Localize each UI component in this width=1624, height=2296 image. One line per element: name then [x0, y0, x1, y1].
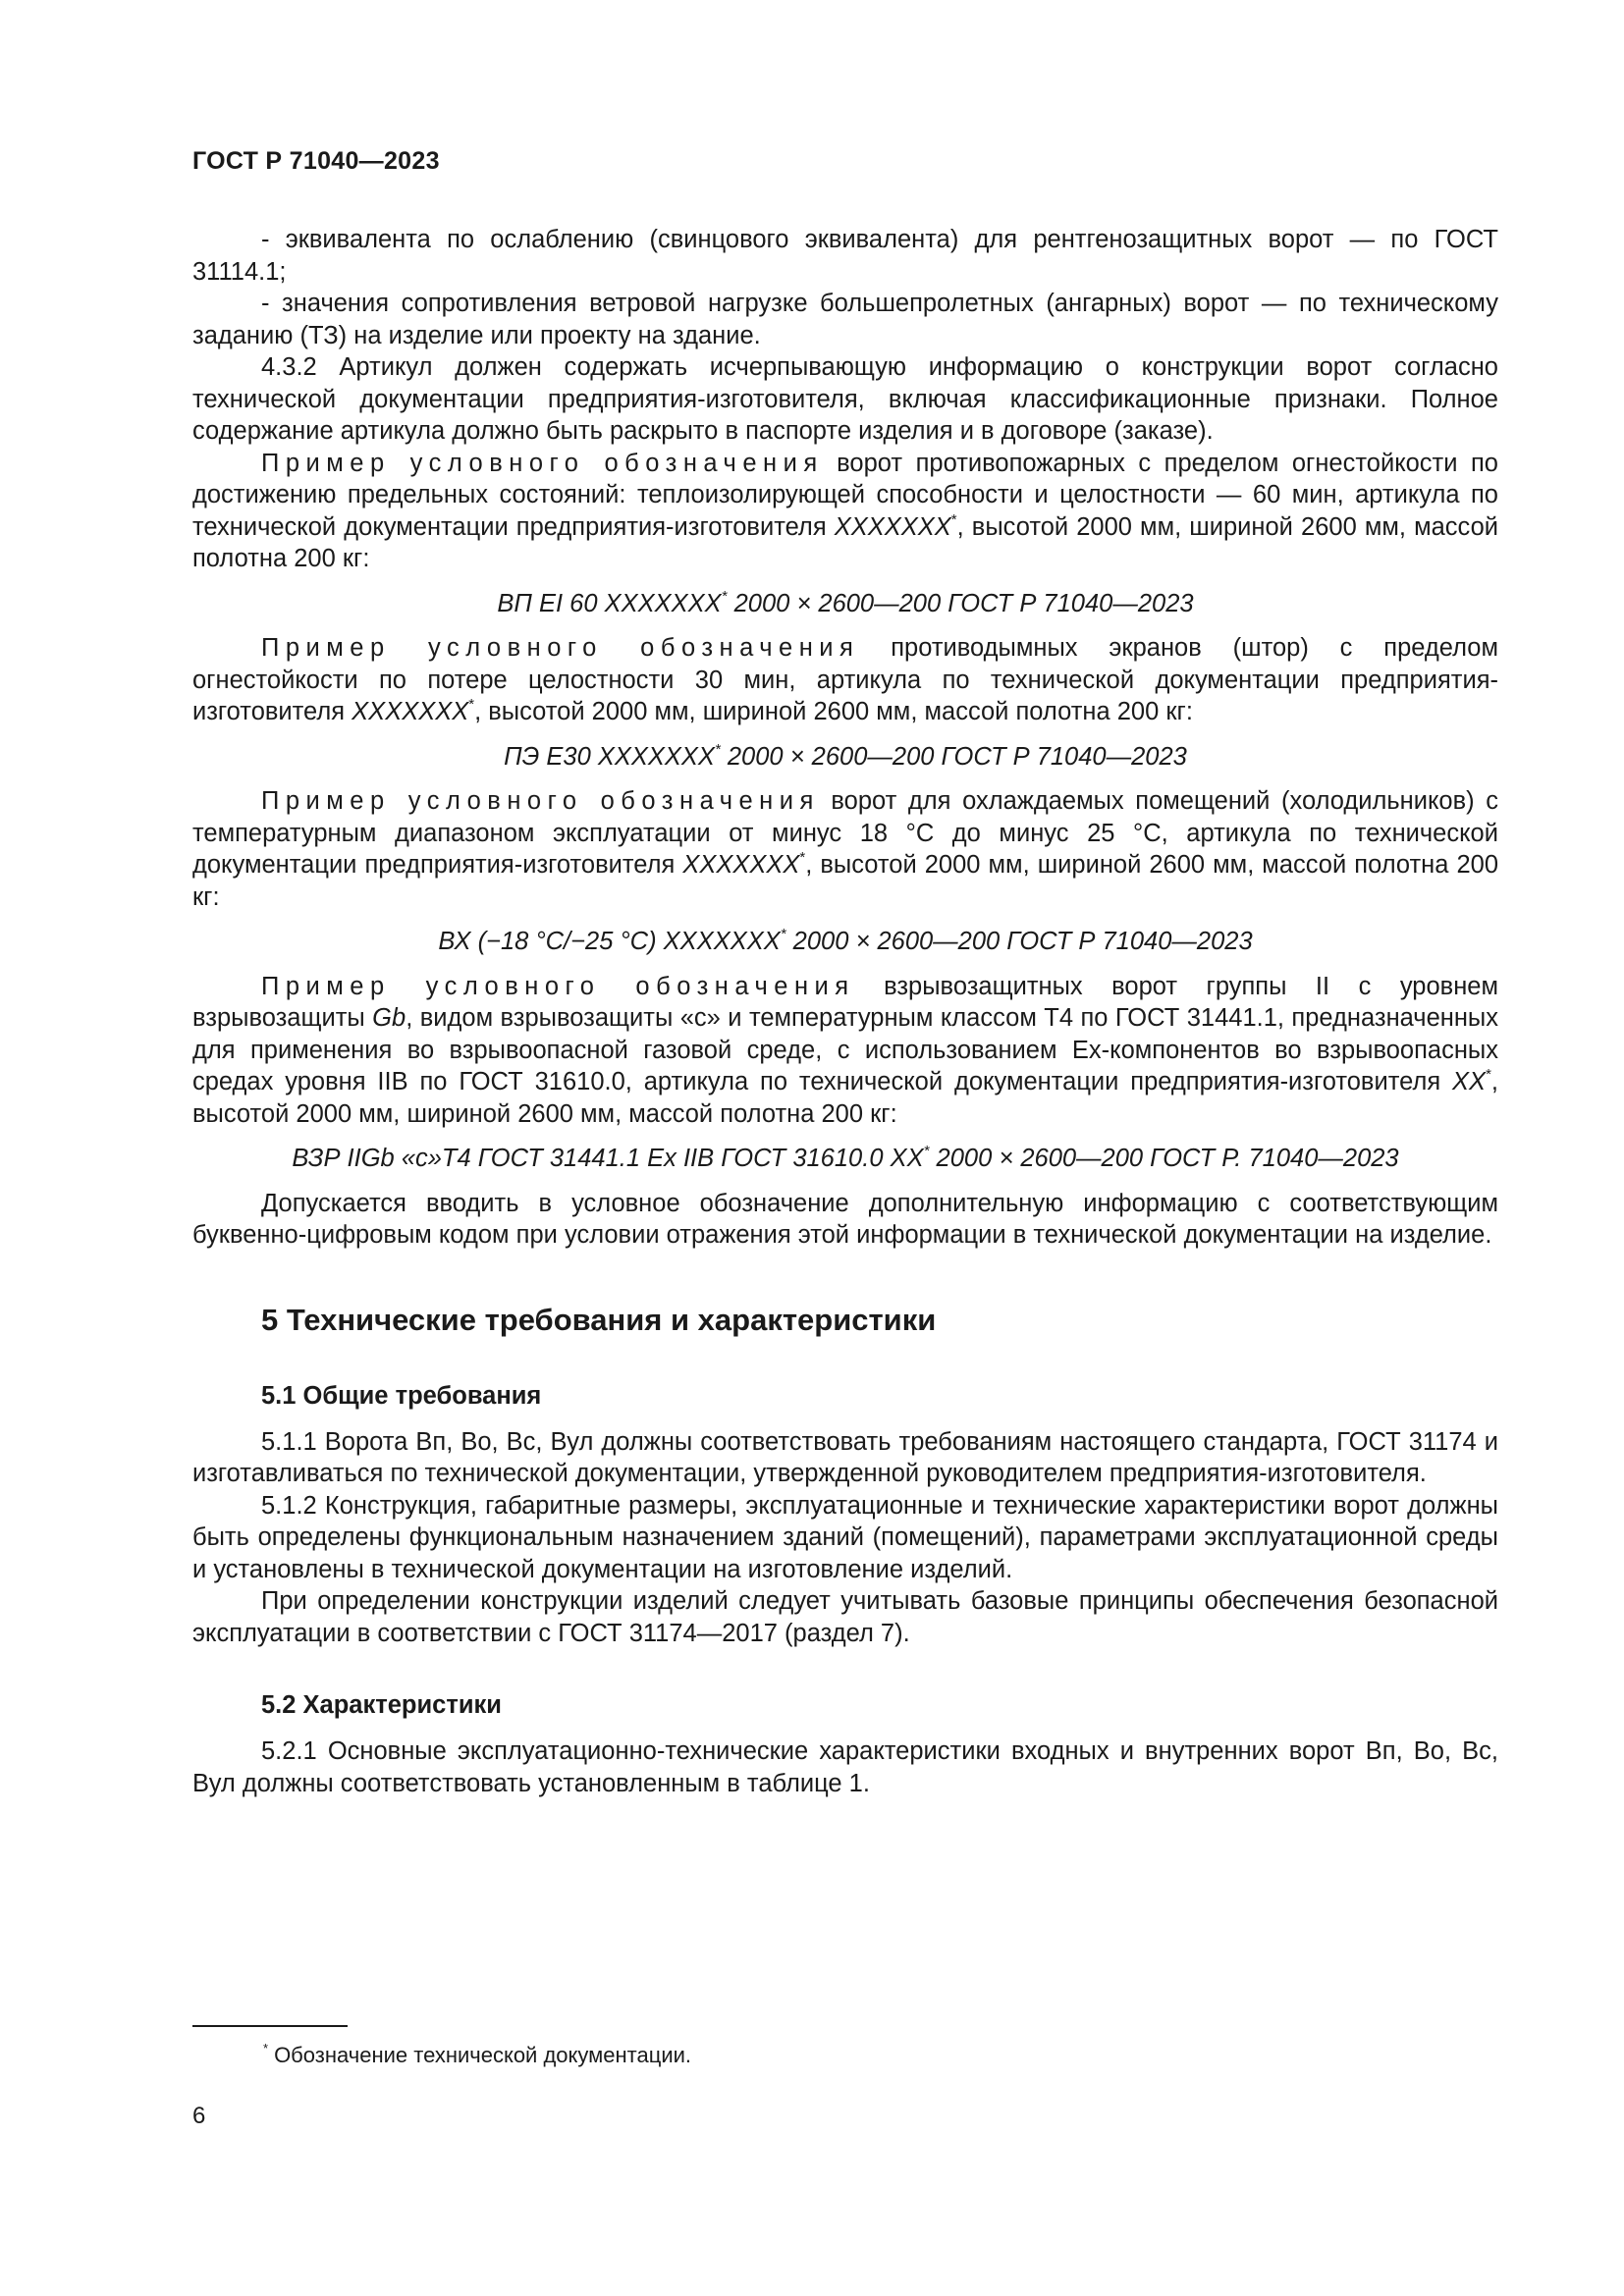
example-paragraph-2: [192, 632, 1498, 728]
example-2-text-b: , высотой 2000 мм, шириной 2600 мм, массой полотна 200 кг:: [474, 698, 1193, 725]
footnote-mark: *: [1486, 1066, 1491, 1083]
example-label: Пример условного обозначения: [261, 972, 855, 1000]
section-5-title: 5 Технические требования и характеристики: [261, 1302, 937, 1337]
formula-1-part-a: ВП EI 60 ХХХХХХХ: [497, 589, 722, 617]
formula-3-part-a: ВХ (−18 °С/−25 °С) ХХХХХХХ: [438, 928, 781, 955]
example-label: Пример условного обозначения: [261, 634, 860, 662]
footnote-mark: *: [799, 849, 806, 866]
formula-4-part-b: 2000 × 2600—200 ГОСТ Р. 71040—2023: [929, 1145, 1399, 1172]
footnote-text: Обозначение технической документации.: [274, 2043, 692, 2067]
example-2-text-a: противодымных экранов (штор) с пределом огнестойкости по потере целостности 30 мин, артикула по технической документации предприятия-изготовителя: [192, 634, 1498, 725]
footnote-separator: [192, 2025, 348, 2027]
permission-paragraph: Допускается вводить в условное обозначение дополнительную информацию с соответствующим буквенно-цифровым кодом при условии отражения этой информации в технической документации на изделие.: [192, 1189, 1498, 1249]
example-1-code: ХХХХХХХ: [834, 512, 951, 541]
example-3-text-b: , высотой 2000 мм, шириной 2600 мм, массой полотна 200 кг:: [192, 851, 1499, 911]
example-label: Пример условного обозначения: [261, 787, 820, 815]
example-4-gb: Gb: [372, 1004, 406, 1032]
list-item-wind-load: - значения сопротивления ветровой нагрузке большепролетных (ангарных) ворот — по техническому заданию (ТЗ) на изделие или проекту на здание.: [192, 290, 1498, 349]
footnote-mark: *: [468, 696, 475, 713]
formula-2-part-b: 2000 × 2600—200 ГОСТ Р 71040—2023: [720, 742, 1187, 771]
example-paragraph-3: [192, 785, 1498, 913]
example-1-text-a: ворот противопожарных с пределом огнестойкости по достижению предельных состояний: теплоизолирующей способности и целостности — 60 мин, артикула по технической документации предприятия-изготовителя: [192, 449, 1498, 541]
clause-4-3-2: 4.3.2 Артикул должен содержать исчерпывающую информацию о конструкции ворот согласно технической документации предприятия-изготовителя, включая классификационные признаки. Полное содержание артикула должно быть раскрыто в паспорте изделия и в договоре (заказе).: [192, 353, 1498, 445]
clause-5-2-1: 5.2.1 Основные эксплуатационно-технические характеристики входных и внутренних ворот Вп, Во, Вс, Вул должны соответствовать установленным в таблице 1.: [192, 1737, 1498, 1797]
example-paragraph-1: [192, 448, 1498, 575]
clause-5-1-2: 5.1.2 Конструкция, габаритные размеры, эксплуатационные и технические характеристики ворот должны быть определены функциональным назначением зданий (помещений), параметрами эксплуатационной среды и установлены в технической документации на изготовление изделий.: [192, 1491, 1498, 1583]
example-4-code: ХХ: [1452, 1068, 1487, 1095]
formula-1: [192, 588, 1498, 620]
footnote-mark: *: [780, 926, 786, 942]
example-2-code: ХХХХХХХ: [352, 698, 469, 725]
example-label: Пример условного обозначения: [261, 449, 824, 477]
clause-5-1-1: 5.1.1 Ворота Вп, Во, Вс, Вул должны соответствовать требованиям настоящего стандарта, ГОСТ 31174 и изготавливаться по технической документации, утвержденной руководителем предприятия-изготовителя.: [192, 1427, 1498, 1487]
formula-4-part-a: ВЗР IIGb «с»Т4 ГОСТ 31441.1 Ex IIB ГОСТ 31610.0 ХХ: [292, 1145, 924, 1172]
formula-3: [192, 926, 1498, 958]
formula-2-part-a: ПЭ Е30 ХХХХХХХ: [504, 742, 715, 771]
page-body: [192, 224, 1498, 1799]
formula-4: [192, 1143, 1498, 1175]
footnote-mark: *: [714, 740, 721, 758]
example-3-code: ХХХХХХХ: [682, 851, 800, 879]
subsection-5-2-title: 5.2 Характеристики: [261, 1691, 502, 1719]
example-4-text-a: взрывозащитных ворот группы II с уровнем взрывозащиты: [192, 972, 1498, 1032]
document-header-code: ГОСТ Р 71040—2023: [192, 147, 440, 175]
page-number: 6: [192, 2103, 206, 2129]
example-4-text-b: , видом взрывозащиты «с» и температурным классом Т4 по ГОСТ 31441.1, предназначенных для применения во взрывоопасной газовой среде, с использованием Ех-компонентов во взрывоопасных средах уровня IIB по ГОСТ 31610.0, артикула по технической документации предприятия-изготовителя: [192, 1004, 1498, 1095]
footnote-mark: *: [263, 2041, 269, 2056]
example-4-text-c: , высотой 2000 мм, шириной 2600 мм, массой полотна 200 кг:: [192, 1068, 1498, 1128]
subsection-5-1-title: 5.1 Общие требования: [261, 1381, 542, 1410]
example-paragraph-4: [192, 971, 1498, 1131]
footnote-mark: *: [950, 510, 957, 528]
footnote-mark: *: [721, 587, 728, 605]
formula-1-part-b: 2000 × 2600—200 ГОСТ Р 71040—2023: [727, 589, 1194, 617]
clause-5-1-2-note: При определении конструкции изделий следует учитывать базовые принципы обеспечения безопасной эксплуатации в соответствии с ГОСТ 31174—2017 (раздел 7).: [192, 1587, 1498, 1647]
formula-2: [192, 741, 1498, 774]
example-3-text-a: ворот для охлаждаемых помещений (холодильников) с температурным диапазоном эксплуатации от минус 18 °С до минус 25 °С, артикула по технической документации предприятия-изготовителя: [192, 787, 1498, 879]
example-1-text-b: , высотой 2000 мм, шириной 2600 мм, массой полотна 200 кг:: [192, 512, 1498, 572]
formula-3-part-b: 2000 × 2600—200 ГОСТ Р 71040—2023: [785, 928, 1253, 955]
list-item-lead-equivalent: - эквивалента по ослаблению (свинцового эквивалента) для рентгенозащитных ворот — по ГОСТ 31114.1;: [192, 226, 1498, 286]
footnote: [263, 2042, 691, 2069]
footnote-mark: *: [923, 1143, 930, 1159]
